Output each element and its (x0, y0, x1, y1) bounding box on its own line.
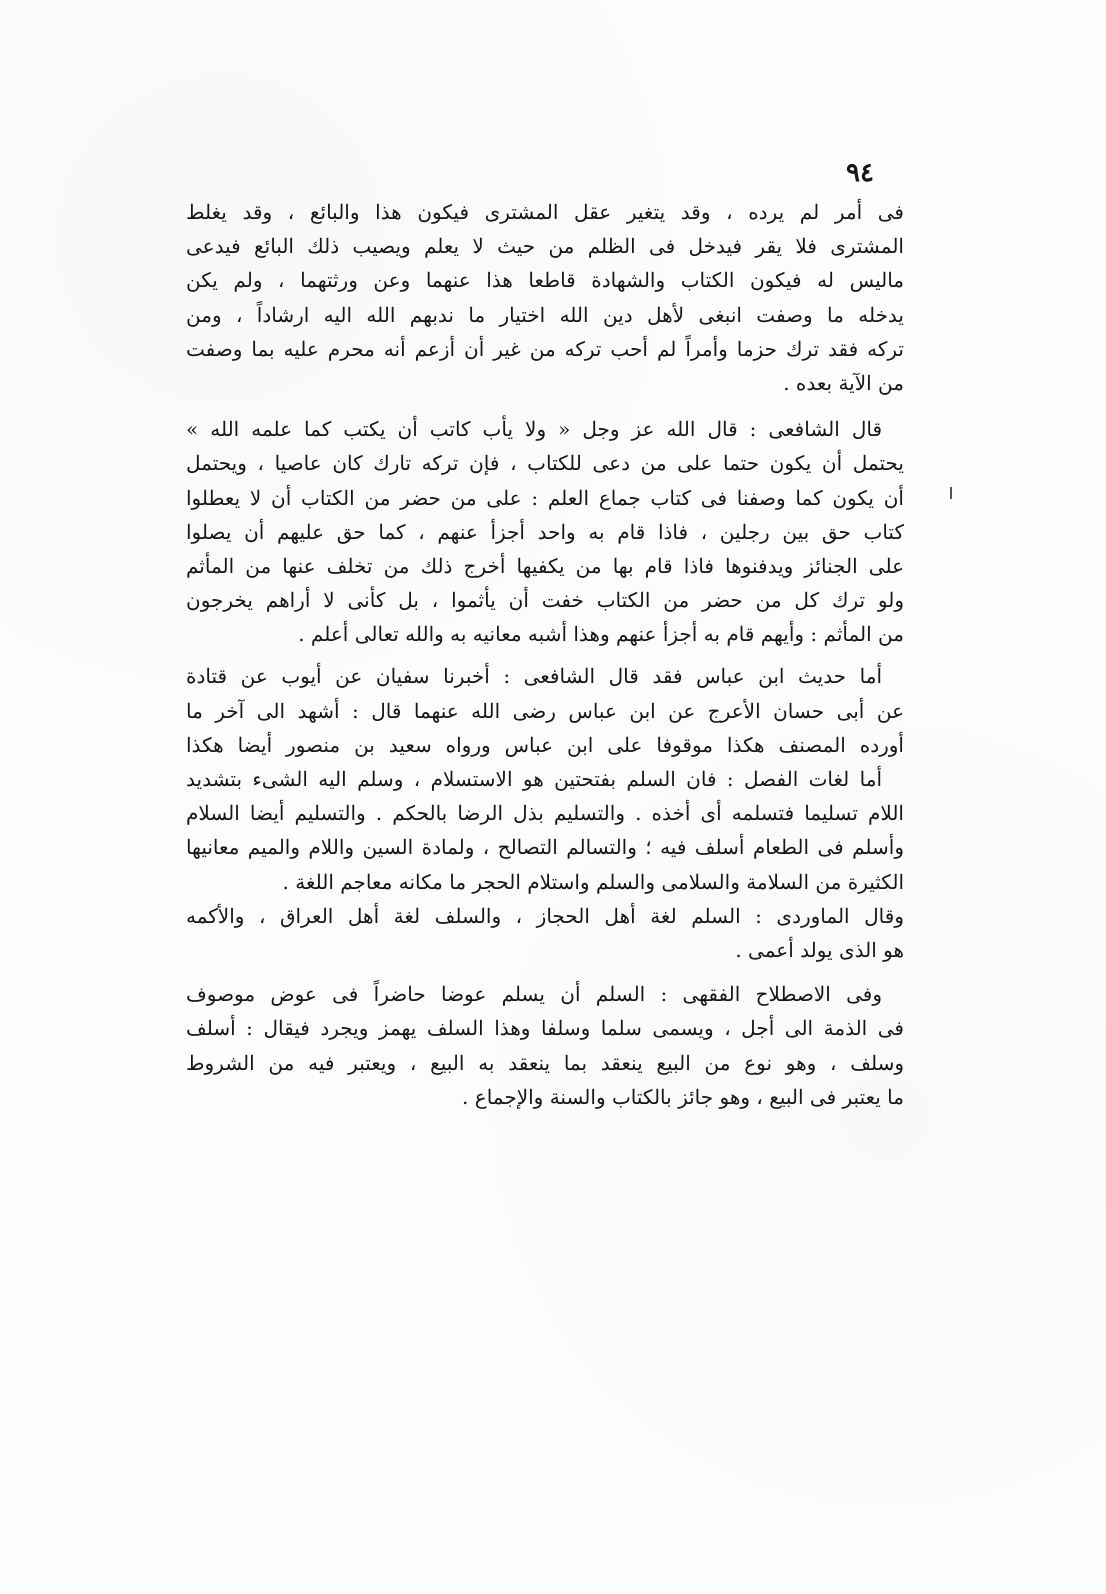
text-line: اللام تسليما فتسلمه أى أخذه . والتسليم بذل الرضا بالحكم . والتسليم أيضا السلام (186, 801, 904, 826)
text-line: أن يكون كما وصفنا فى كتاب جماع العلم : على من حضر من الكتاب أن لا يعطلوا (186, 485, 904, 510)
text-line: من المأثم : وأيهم قام به أجزأ عنهم وهذا أشبه معانيه به والله تعالى أعلم . (298, 622, 904, 647)
text-line: وفى الاصطلاح الفقهى : السلم أن يسلم عوضا حاضراً فى عوض موصوف (186, 982, 882, 1007)
text-line: ما يعتبر فى البيع ، وهو جائز بالكتاب والسنة والإجماع . (462, 1084, 904, 1109)
text-line: فى أمر لم يرده ، وقد يتغير عقل المشترى فيكون هذا والبائع ، وقد يغلط (186, 200, 904, 224)
paragraph-2 (186, 412, 904, 651)
paragraph-3 (186, 659, 904, 762)
text-line: من الآية بعده . (783, 370, 904, 395)
text-line: تركه فقد ترك حزما وأمراً لم أحب تركه من غير أن أزعم أنه محرم عليه بما وصفت (186, 336, 904, 361)
text-line: أورده المصنف هكذا موقوفا على ابن عباس ورواه سعيد بن منصور أيضا هكذا (186, 732, 904, 757)
text-line: وأسلم فى الطعام أسلف فيه ؛ والتسالم التصالح ، ولمادة السين واللام والميم معانيها (186, 835, 904, 860)
text-line: يدخله ما وصفت انبغى لأهل دين الله اختيار ما ندبهم الله اليه ارشاداً ، ومن (186, 302, 904, 327)
text-line: على الجنائز ويدفنوها فاذا قام بها من يكفيها أخرج ذلك من تخلف عنها من المأثم (186, 553, 904, 578)
text-line: وقال الماوردى : السلم لغة أهل الحجاز ، والسلف لغة أهل العراق ، والأكمه (186, 903, 904, 928)
text-line: الكثيرة من السلامة والسلامى والسلم واستلام الحجر ما مكانه معاجم اللغة . (282, 869, 904, 894)
body-text (186, 195, 904, 1375)
text-line: ماليس له فيكون الكتاب والشهادة قاطعا هذا عنهما وعن ورثتهما ، ولم يكن (186, 268, 904, 293)
text-line: قال الشافعى : قال الله عز وجل « ولا يأب كاتب أن يكتب كما علمه الله » (186, 417, 882, 442)
text-line: أما حديث ابن عباس فقد قال الشافعى : أخبرنا سفيان عن أيوب عن قتادة (186, 664, 882, 689)
paragraph-1 (186, 195, 904, 400)
paragraph-5 (186, 977, 904, 1114)
margin-mark (950, 487, 952, 499)
text-line: المشترى فلا يقر فيدخل فى الظلم من حيث لا يعلم ويصيب ذلك البائع فيدعى (186, 234, 904, 259)
paragraph-4 (186, 762, 904, 967)
text-line: ولو ترك كل من حضر من الكتاب خفت أن يأثموا ، بل كأنى لا أراهم يخرجون (186, 588, 904, 613)
text-line: هو الذى يولد أعمى . (735, 937, 904, 962)
page-number: ٩٤ (846, 158, 874, 188)
text-line: وسلف ، وهو نوع من البيع ينعقد بما ينعقد به البيع ، ويعتبر فيه من الشروط (186, 1050, 904, 1075)
text-line: أما لغات الفصل : فان السلم بفتحتين هو الاستسلام ، وسلم اليه الشىء بتشديد (186, 767, 882, 791)
text-line: يحتمل أن يكون حتما على من دعى للكتاب ، فإن تركه تارك كان عاصيا ، ويحتمل (186, 451, 904, 476)
text-line: كتاب حق بين رجلين ، فاذا قام به واحد أجزأ عنهم ، كما حق عليهم أن يصلوا (186, 519, 904, 544)
text-line: فى الذمة الى أجل ، ويسمى سلما وسلفا وهذا السلف يهمز ويجرد فيقال : أسلف (186, 1016, 904, 1041)
text-line: عن أبى حسان الأعرج عن ابن عباس رضى الله عنهما قال : أشهد الى آخر ما (186, 698, 904, 723)
